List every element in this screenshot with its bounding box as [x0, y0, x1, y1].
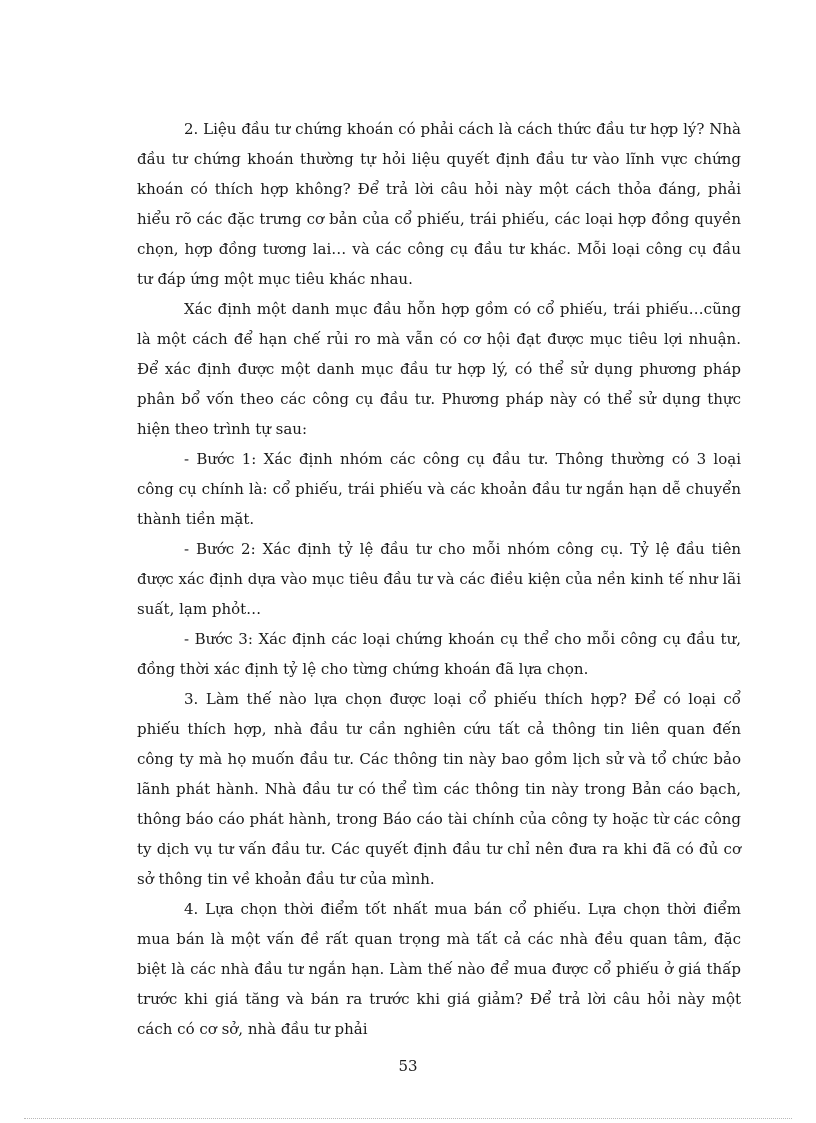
paragraph-question-3: 3. Làm thế nào lựa chọn được loại cổ phiếu thích hợp? Để có loại cổ phiếu thích hợp, nhà đầu tư cần nghiên cứu tất cả thông tin liên quan đến công ty mà họ muốn đầu tư. Các thông tin này bao gồm lịch sử và tổ chức bảo lãnh phát hành. Nhà đầu tư có thể tìm các thông tin này trong Bản cáo bạch, thông báo cáo phát hành, trong Báo cáo tài chính của công ty hoặc từ các công ty dịch vụ tư vấn đầu tư. Các quyết định đầu tư chỉ nên đưa ra khi đã có đủ cơ sở thông tin về khoản đầu tư của mình.	[137, 690, 741, 888]
paragraph-portfolio: Xác định một danh mục đầu hỗn hợp gồm có cổ phiếu, trái phiếu…cũng là một cách để hạn chế rủi ro mà vẫn có cơ hội đạt được mục tiêu lợi nhuận. Để xác định được một danh mục đầu tư hợp lý, có thể sử dụng phương pháp phân bổ vốn theo các công cụ đầu tư. Phương pháp này có thể sử dụng thực hiện theo trình tự sau:	[137, 300, 741, 438]
paragraph-step-2: - Bước 2: Xác định tỷ lệ đầu tư cho mỗi nhóm công cụ. Tỷ lệ đầu tiên được xác định dựa vào mục tiêu đầu tư và các điều kiện của nền kinh tế như lãi suất, lạm phỏt…	[137, 540, 741, 618]
page-bottom-border	[24, 1118, 792, 1119]
paragraph-question-2: 2. Liệu đầu tư chứng khoán có phải cách là cách thức đầu tư hợp lý? Nhà đầu tư chứng khoán thường tự hỏi liệu quyết định đầu tư vào lĩnh vực chứng khoán có thích hợp không? Để trả lời câu hỏi này một cách thỏa đáng, phải hiểu rõ các đặc trưng cơ bản của cổ phiếu, trái phiếu, các loại hợp đồng quyền chọn, hợp đồng tương lai… và các công cụ đầu tư khác. Mỗi loại công cụ đầu tư đáp ứng một mục tiêu khác nhau.	[137, 120, 741, 288]
body-text	[137, 114, 741, 1044]
page-number: 53	[398, 1057, 418, 1075]
paragraph-question-4: 4. Lựa chọn thời điểm tốt nhất mua bán cổ phiếu. Lựa chọn thời điểm mua bán là một vấn đề rất quan trọng mà tất cả các nhà đều quan tâm, đặc biệt là các nhà đầu tư ngắn hạn. Làm thế nào để mua được cổ phiếu ở giá thấp trước khi giá tăng và bán ra trước khi giá giảm? Để trả lời câu hỏi này một cách có cơ sở, nhà đầu tư phải	[137, 900, 741, 1038]
paragraph-step-3: - Bước 3: Xác định các loại chứng khoán cụ thể cho mỗi công cụ đầu tư, đồng thời xác định tỷ lệ cho từng chứng khoán đã lựa chọn.	[137, 630, 741, 678]
paragraph-step-1: - Bước 1: Xác định nhóm các công cụ đầu tư. Thông thường có 3 loại công cụ chính là: cổ phiếu, trái phiếu và các khoản đầu tư ngắn hạn dễ chuyển thành tiền mặt.	[137, 450, 741, 528]
